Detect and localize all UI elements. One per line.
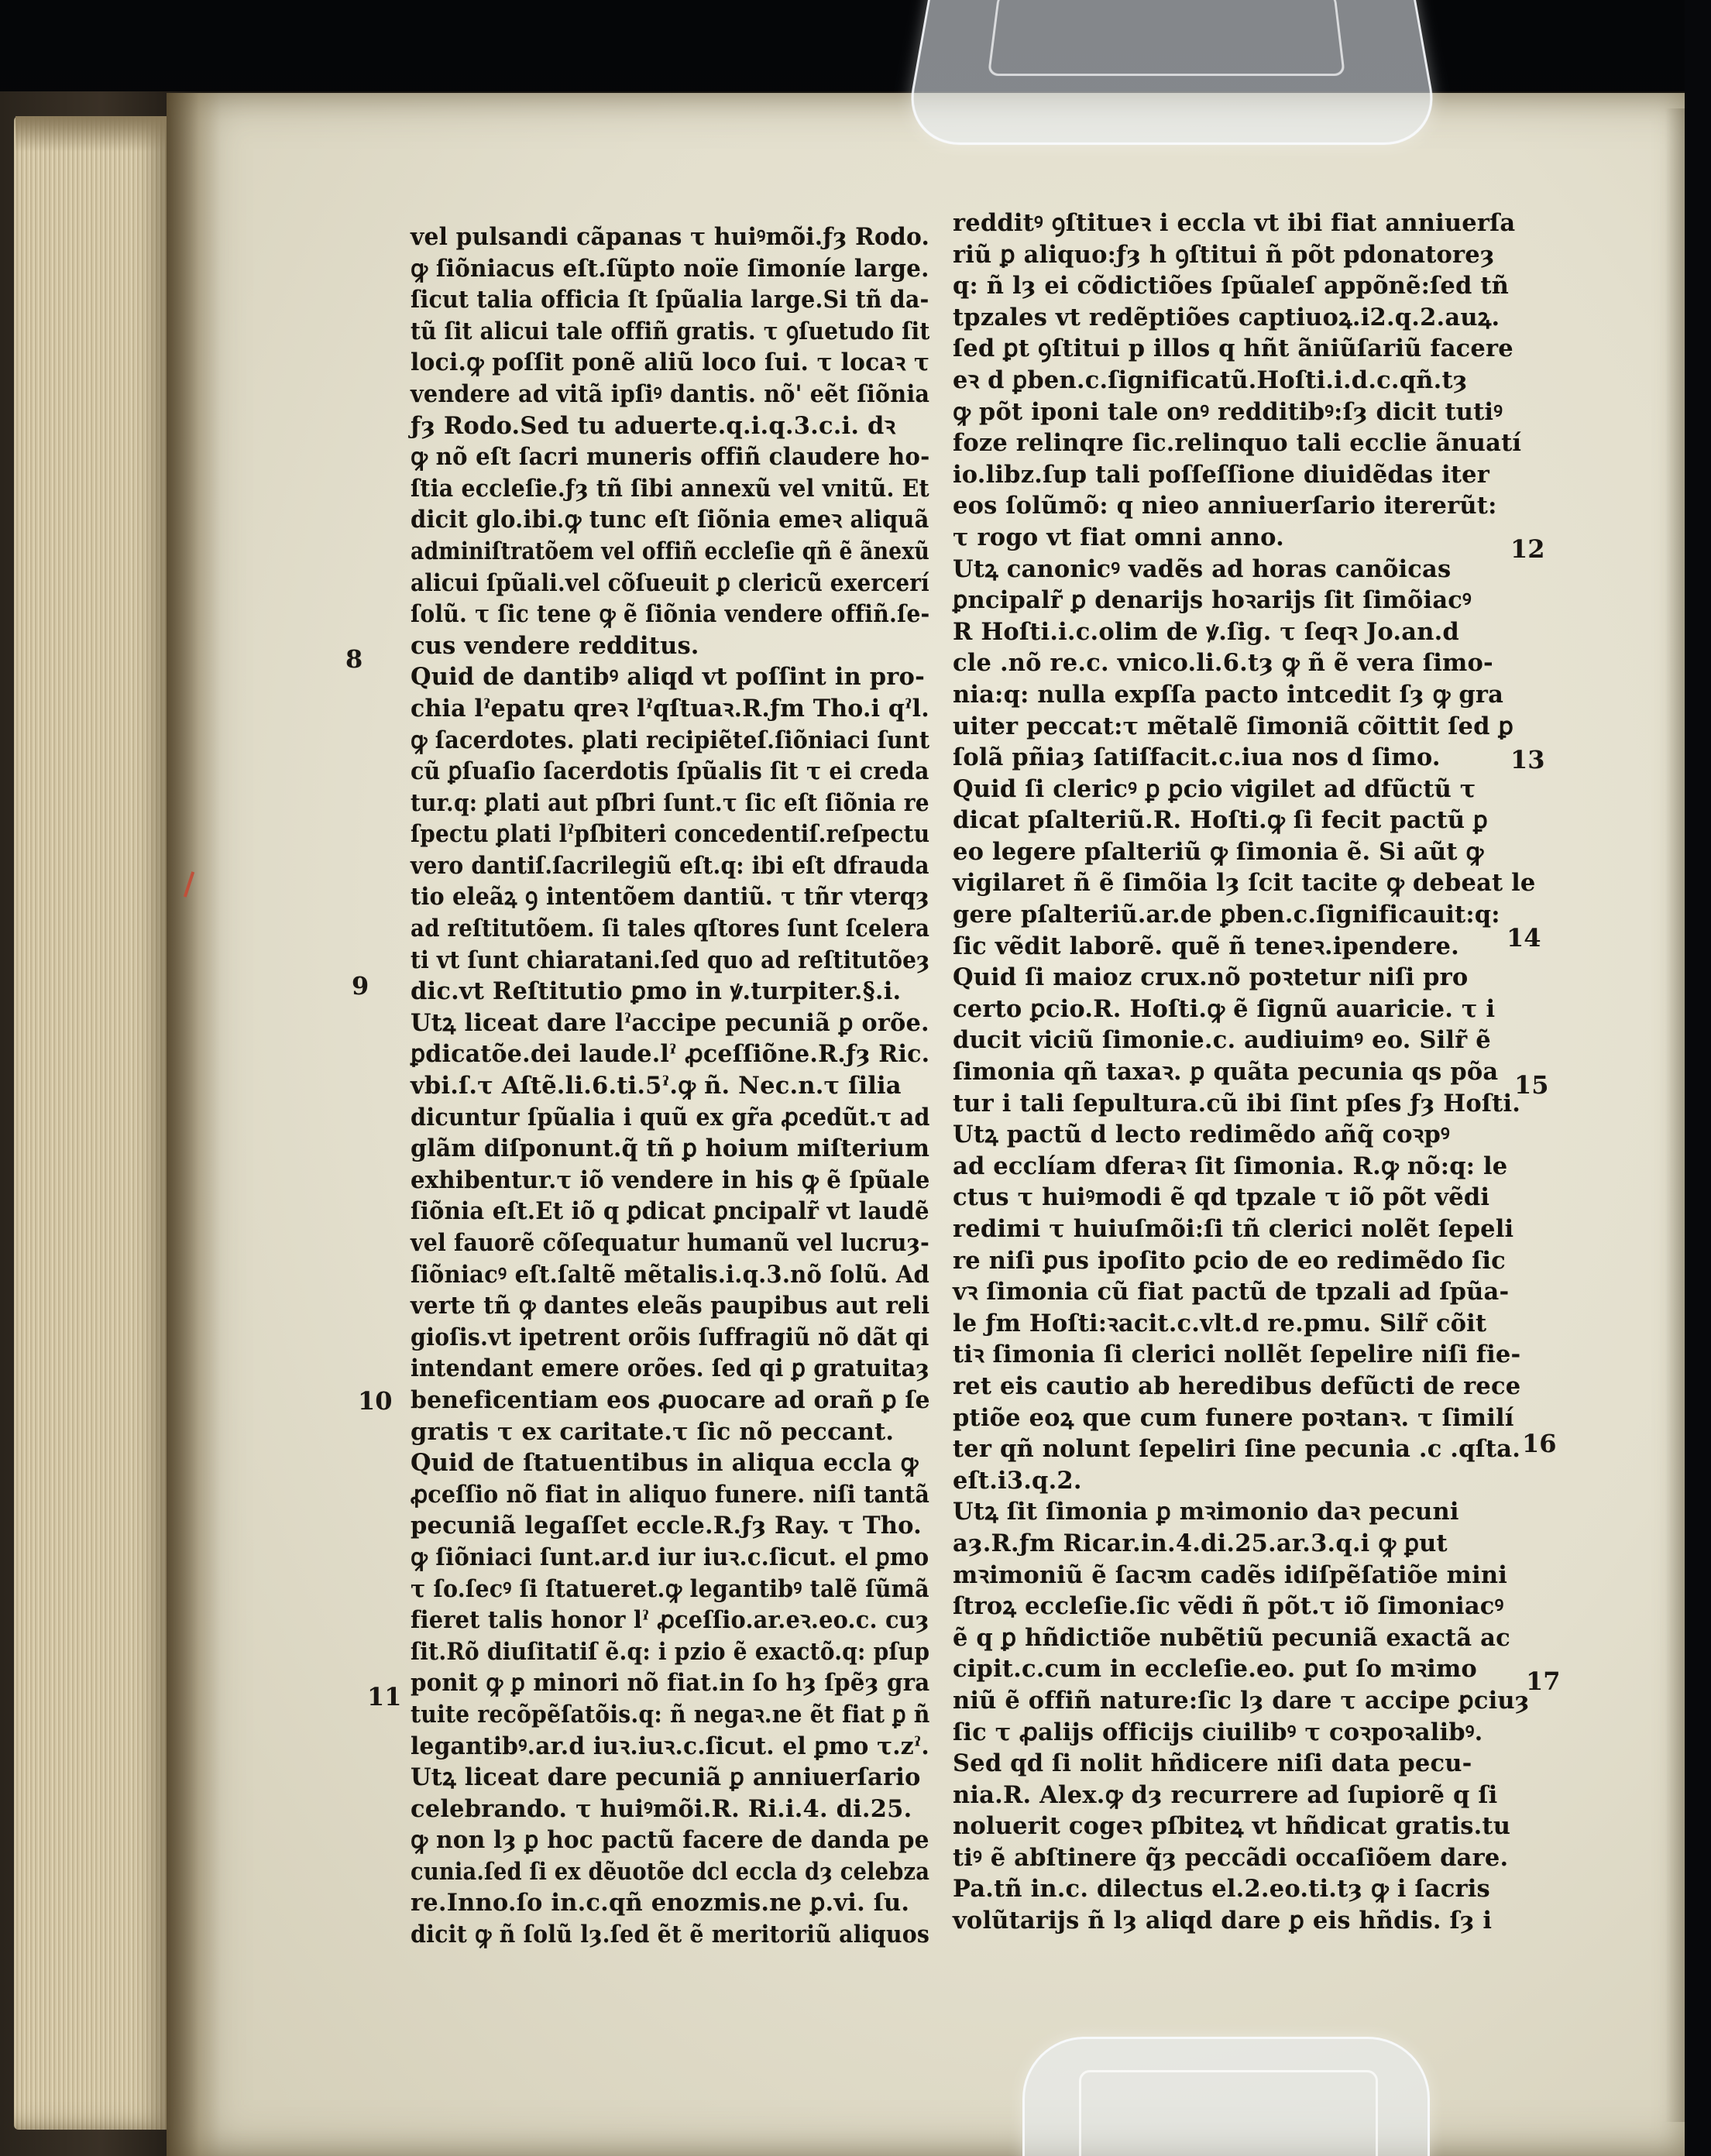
text-line: ꝙ põt iponi tale onꝰ redditibꝰ:ſȝ dicit tutiꝰ	[953, 397, 1503, 426]
margin-number: 11	[367, 1682, 402, 1711]
text-line: legantibꝰ.ar.d iuꝛ.iuꝛ.c.ſicut. el ꝑmo τ.zˀ.	[411, 1732, 929, 1760]
margin-number: 16	[1522, 1429, 1557, 1458]
text-line: volũtarijs ñ lȝ aliqd dare ꝑ eis hñdis. ſȝ i	[953, 1907, 1493, 1935]
text-line: mꝛimoniũ ẽ ſacꝛm cadẽs idiſpẽſatiõe mini	[953, 1560, 1508, 1589]
text-line: Quid de ſtatuentibus in aliqua eccla ꝙ	[411, 1449, 919, 1478]
right-edge-dark	[1685, 0, 1711, 2156]
text-line: io.libz.ſup tali poſſeſſione diuidẽdas iter	[953, 460, 1490, 489]
text-line: tuite recõpẽſatõis.q: ñ negaꝛ.ne ẽt fiat ꝑ ñ	[411, 1700, 930, 1729]
text-line: ſtroꝝ eccleſie.ſic vẽdi ñ põt.τ iõ ſimoniacꝰ	[953, 1592, 1504, 1621]
text-line: exhibentur.τ iõ vendere in his ꝙ ẽ ſpũale	[411, 1166, 930, 1194]
text-line: niũ ẽ offiñ nature:ſic lȝ dare τ accipe ꝑciuȝ	[953, 1686, 1530, 1715]
text-line: Pa.tñ in.c. dilectus el.2.eo.ti.tȝ ꝙ i ſacris	[953, 1875, 1490, 1904]
text-line: ti vt ſunt chiaratani.ſed quo ad reſtitutõeȝ	[411, 946, 930, 974]
page-clamp-bottom	[1022, 2037, 1430, 2156]
text-line: ctus τ huiꝰmodi ẽ qd tpzale τ iõ põt vẽdi	[953, 1183, 1490, 1212]
text-line: ꝙ non lȝ ꝑ hoc pactũ facere de danda pe	[411, 1826, 929, 1855]
text-line: eos ſolũmõ: q nieo anniuerſario itererũt:	[953, 492, 1497, 520]
text-line: beneficentiam eos ꝓuocare ad orañ ꝑ ſe	[411, 1385, 930, 1414]
text-line: ꝙ ſiõniacus eſt.ſũpto noïe ſimoníe large.	[411, 254, 929, 283]
text-line: Sed qd ſi nolit hñdicere niſi data pecu-	[953, 1749, 1472, 1778]
text-line: cunia.ſed ſi ex dẽuotõe dcl eccla dȝ celebza	[411, 1857, 930, 1886]
text-line: eo legere pſalteriũ ꝙ ſimonia ẽ. Si aũt ꝙ	[953, 837, 1484, 866]
margin-number: 12	[1510, 534, 1545, 564]
text-line: Utꝝ liceat dare lˀaccipe pecuniã ꝑ orõe.	[411, 1008, 929, 1037]
text-line: uiter peccat:τ mẽtalẽ ſimoniã cõittit ſed ꝑ	[953, 712, 1514, 740]
text-line: pecuniã legaſſet eccle.R.ƒȝ Ray. τ Tho.	[411, 1512, 922, 1540]
text-line: ret eis cautio ab heredibus defũcti de rece	[953, 1372, 1521, 1400]
text-line: cipit.c.cum in eccleſie.eo. ꝑut ſo mꝛimo	[953, 1655, 1477, 1684]
text-line: eꝛ d ꝑben.c.ſignificatũ.Hoſti.i.d.c.qñ.tȝ	[953, 366, 1468, 394]
text-line: dicat pſalteriũ.R. Hoſti.ꝙ ſi fecit pactũ ꝑ	[953, 806, 1488, 835]
page-right-shadow	[1665, 108, 1687, 2122]
text-line: tiꝛ ſimonia ſi clerici nollẽt ſepelire niſi fie-	[953, 1341, 1521, 1369]
text-line: tur.q: ꝑlati aut pſbri ſunt.τ ſic eſt ſiõnia re	[411, 788, 929, 817]
text-line: redditꝰ ꝯſtitueꝛ i eccla vt ibi fiat anniuerſa	[953, 209, 1516, 237]
margin-number: 9	[352, 971, 369, 1001]
text-line: glãm diſponunt.q̃ tñ ꝑ hoium miſterium	[411, 1135, 930, 1163]
margin-number: 13	[1510, 745, 1545, 774]
text-line: eſt.i3.q.2.	[953, 1466, 1082, 1495]
text-line: verte tñ ꝙ dantes eleãs paupibus aut reli	[411, 1292, 930, 1320]
margin-number: 10	[358, 1386, 393, 1416]
text-line: tur i tali ſepultura.cũ ibi ſint pſes ƒȝ Hoſti.	[953, 1089, 1521, 1117]
text-line: Utꝝ liceat dare pecuniã ꝑ anniuerſario	[411, 1763, 921, 1792]
text-line: dicit glo.ibi.ꝙ tunc eſt ſiõnia emeꝛ aliquã	[411, 506, 929, 534]
text-column-left	[411, 221, 929, 1951]
text-line: aȝ.R.ƒm Ricar.in.4.di.25.ar.3.q.i ꝙ ꝑut	[953, 1529, 1448, 1557]
text-line: Utꝝ ſit ſimonia ꝑ mꝛimonio daꝛ pecuni	[953, 1498, 1459, 1526]
margin-number: 8	[345, 644, 363, 674]
text-line: ſolũ. τ ſic tene ꝙ ẽ ſiõnia vendere offiñ.ſe-	[411, 600, 930, 629]
text-line: gratis τ ex caritate.τ ſic nõ peccant.	[411, 1417, 895, 1446]
text-line: vbi.ſ.τ Aſtẽ.li.6.ti.5ˀ.ꝙ ñ. Nec.n.τ ſilia	[411, 1072, 902, 1100]
text-line: ponit ꝙ ꝑ minori nõ fiat.in ſo hȝ ſpẽȝ gra	[411, 1669, 930, 1698]
margin-number: 15	[1514, 1070, 1549, 1100]
text-line: celebrando. τ huiꝰmõi.R. Ri.i.4. di.25.	[411, 1794, 912, 1823]
text-line: tio eleãꝝ ꝯ intentõem dantiũ. τ tñr vterqȝ	[411, 883, 929, 911]
text-line: R Hoſti.i.c.olim de ꝟ.ſig. τ ſeqꝛ Jo.an.d	[953, 617, 1459, 646]
text-line: τ rogo vt fiat omni anno.	[953, 523, 1284, 551]
text-line: cũ ꝑſuaſio ſacerdotis ſpũalis ſit τ ei creda	[411, 757, 929, 786]
text-line: ꝙ nõ eſt ſacri muneris offiñ claudere ho-	[411, 443, 930, 472]
text-line: Quid de dantibꝰ aliqd vt poſſint in pro-	[411, 663, 925, 692]
text-line: re.Inno.ſo in.c.qñ enozmis.ne ꝑ.vi. ſu.	[411, 1889, 910, 1917]
text-line: dicit ꝙ ñ ſolũ lȝ.ſed ẽt ẽ meritoriũ aliquos	[411, 1921, 930, 1949]
text-line: ſiõnia eſt.Et iõ q ꝑdicat ꝑncipalr̃ vt laudẽ	[411, 1197, 929, 1226]
text-line: ducit viciũ ſimonie.c. audiuimꝰ eo. Silr̃ ẽ	[953, 1026, 1491, 1055]
text-line: q: ñ lȝ ei cõdictiões ſpũaleſ appõnẽ:ſed tñ	[953, 272, 1509, 300]
text-line: ſtia eccleſie.ƒȝ tñ ſibi annexũ vel vnitũ. Et	[411, 474, 929, 503]
text-line: ſic τ ꝓalijs officijs ciuilibꝰ τ coꝛpoꝛalibꝰ.	[953, 1718, 1483, 1746]
text-line: dicuntur ſpũalia i quũ ex gr̃a ꝓcedũt.τ ad	[411, 1103, 930, 1131]
text-line: redimi τ huiuſmõi:ſi tñ clerici nolẽt ſepeli	[953, 1215, 1514, 1243]
text-line: Quid ſi clericꝰ ꝑ ꝑcio vigilet ad dfũctũ τ	[953, 774, 1476, 803]
page-edges-shadow	[15, 116, 170, 152]
text-line: tiꝰ ẽ abſtinere q̃ȝ peccãdi occaſiõem dare.	[953, 1843, 1509, 1872]
text-line: vel fauorẽ cõſequatur humanũ vel lucruȝ-	[411, 1229, 930, 1257]
text-line: Utꝝ pactũ d lecto redimẽdo añq̃ coꝛpꝰ	[953, 1121, 1450, 1149]
page-gutter	[167, 93, 221, 2156]
text-line: ꝓceſſio nõ fiat in aliquo funere. niſi tantã	[411, 1480, 930, 1509]
text-column-right	[953, 208, 1541, 1937]
text-line: cle .nõ re.c. vnico.li.6.tȝ ꝙ ñ ẽ vera ſimo-	[953, 649, 1493, 678]
text-line: noluerit cogeꝛ pſbiteꝝ vt hñdicat gratis.tu	[953, 1812, 1511, 1841]
text-line: Quid ſi maioz crux.nõ poꝛtetur niſi pro	[953, 963, 1469, 992]
page-edges	[14, 116, 173, 2130]
text-line: alicui ſpũali.vel cõſueuit ꝑ clericũ exercerí	[411, 568, 929, 597]
page-clamp-top	[902, 0, 1442, 145]
text-line: τ ſo.ſecꝰ ſi ſtatueret.ꝙ legantibꝰ talẽ ſũmã	[411, 1574, 929, 1603]
text-line: vero dantiſ.ſacrilegiũ eſt.q: ibi eſt dfrauda	[411, 851, 929, 880]
text-line: ſed ꝑt ꝯſtitui p illos q hñt ãniũſariũ facere	[953, 335, 1513, 363]
text-line: ſicut talia officia ſt ſpũalia large.Si tñ da-	[411, 286, 929, 314]
text-line: riũ ꝑ aliquo:ƒȝ h ꝯſtitui ñ põt pdonatoreȝ	[953, 240, 1495, 269]
text-line: nia:q: nulla expſſa pacto intcedit ſȝ ꝙ gra	[953, 680, 1504, 709]
text-line: vendere ad vitã ipſiꝰ dantis. nõ' eẽt ſiõnia	[411, 379, 930, 408]
text-line: ad ecclíam dferaꝛ ſit ſimonia. R.ꝙ nõ:q: le	[953, 1152, 1508, 1180]
text-line: adminiſtratõem vel offiñ eccleſie qñ ẽ ãnexũ	[411, 537, 929, 565]
text-line: gioſis.vt ipetrent orõis ſuffragiũ nõ dãt qi	[411, 1323, 929, 1351]
text-line: ſimonia qñ taxaꝛ. ꝑ quãta pecunia qs põa	[953, 1058, 1499, 1087]
text-line: le ƒm Hoſti:ꝛacit.c.vlt.d re.pmu. Silr̃ cõit	[953, 1309, 1487, 1337]
text-line: tpzales vt redẽptiões captiuoꝝ.i2.q.2.auꝝ.	[953, 303, 1500, 331]
text-line: vel pulsandi cãpanas τ huiꝰmõi.ƒȝ Rodo.	[411, 223, 930, 251]
text-line: certo ꝑcio.R. Hoſti.ꝙ ẽ ſignũ auaricie. τ i	[953, 994, 1496, 1023]
text-line: vꝛ ſimonia cũ fiat pactũ de tpzali ad ſpũa-	[953, 1278, 1510, 1306]
text-line: Utꝝ canonicꝰ vadẽs ad horas canõicas	[953, 554, 1452, 583]
text-line: chia lˀepatu qreꝛ lˀqſtuaꝛ.R.ƒm Tho.i qˀl.	[411, 694, 929, 723]
text-line: cus vendere redditus.	[411, 631, 699, 660]
text-line: ẽ q ꝑ hñdictiõe nubẽtiũ pecuniã exactã ac	[953, 1623, 1510, 1652]
text-line: intendant emere orões. ſed qi ꝑ gratuitaȝ	[411, 1354, 929, 1383]
text-line: vigilaret ñ ẽ ſimõia lȝ ſcit tacite ꝙ debeat le	[953, 869, 1536, 898]
text-line: ſolã pñiaȝ ſatiſfacit.c.iua nos d ſimo.	[953, 743, 1441, 772]
text-line: ter qñ nolunt ſepeliri ſine pecunia .c .qſta.	[953, 1435, 1521, 1464]
text-line: ꝑncipalr̃ ꝑ denarijs hoꝛarijs ſit ſimõiacꝰ	[953, 586, 1472, 615]
text-line: ƒȝ Rodo.Sed tu aduerte.q.i.q.3.c.i. dꝛ	[411, 411, 896, 440]
text-line: loci.ꝙ poſſit ponẽ aliũ loco ſui. τ locaꝛ τ	[411, 348, 930, 377]
text-line: ad reſtitutõem. ſi tales qſtores ſunt ſcelera	[411, 915, 930, 943]
text-line: ſit.Rõ diuſitatiſ ẽ.q: i pzio ẽ exactõ.q: pſup	[411, 1637, 930, 1666]
margin-number: 17	[1526, 1667, 1561, 1696]
text-line: ptiõe eoꝝ que cum funere poꝛtanꝛ. τ ſimilí	[953, 1403, 1514, 1432]
text-line: ſiõniacꝰ eſt.ſaltẽ mẽtalis.i.q.3.nõ ſolũ. Ad	[411, 1260, 930, 1289]
text-line: ꝑdicatõe.dei laude.lˀ ꝓceſſiõne.R.ƒȝ Ric.	[411, 1040, 930, 1069]
text-line: foze relinqre ſic.relinquo tali ecclie ãnuatí	[953, 429, 1522, 458]
text-line: re niſi ꝑus ipoſito ꝑcio de eo redimẽdo ſic	[953, 1246, 1506, 1275]
text-line: dic.vt Reſtitutio ꝑmo in ꝟ.turpiter.§.i.	[411, 977, 902, 1006]
text-line: nia.R. Alex.ꝙ dȝ recurrere ad ſupiorẽ q ſi	[953, 1780, 1498, 1809]
text-line: tũ ſit alicui tale offiñ gratis. τ ꝯſuetudo ſit	[411, 317, 930, 345]
text-line: ꝙ ſiõniaci ſunt.ar.d iur iuꝛ.c.ſicut. el ꝑmo	[411, 1543, 929, 1571]
text-line: ſic vẽdit laborẽ. quẽ ñ teneꝛ.ipendere.	[953, 932, 1459, 960]
text-line: gere pſalteriũ.ar.de ꝑben.c.ſignificauit:q:	[953, 901, 1500, 929]
margin-number: 14	[1507, 923, 1541, 953]
text-line: ꝙ ſacerdotes. ꝑlati recipiẽteſ.ſiõniaci ſunt	[411, 726, 930, 754]
text-line: fieret talis honor lˀ ꝓceſſio.ar.eꝛ.eo.c. cuȝ	[411, 1606, 929, 1635]
text-line: ſpectu ꝑlati lˀpſbiteri concedentiſ.reſpectu	[411, 820, 930, 849]
